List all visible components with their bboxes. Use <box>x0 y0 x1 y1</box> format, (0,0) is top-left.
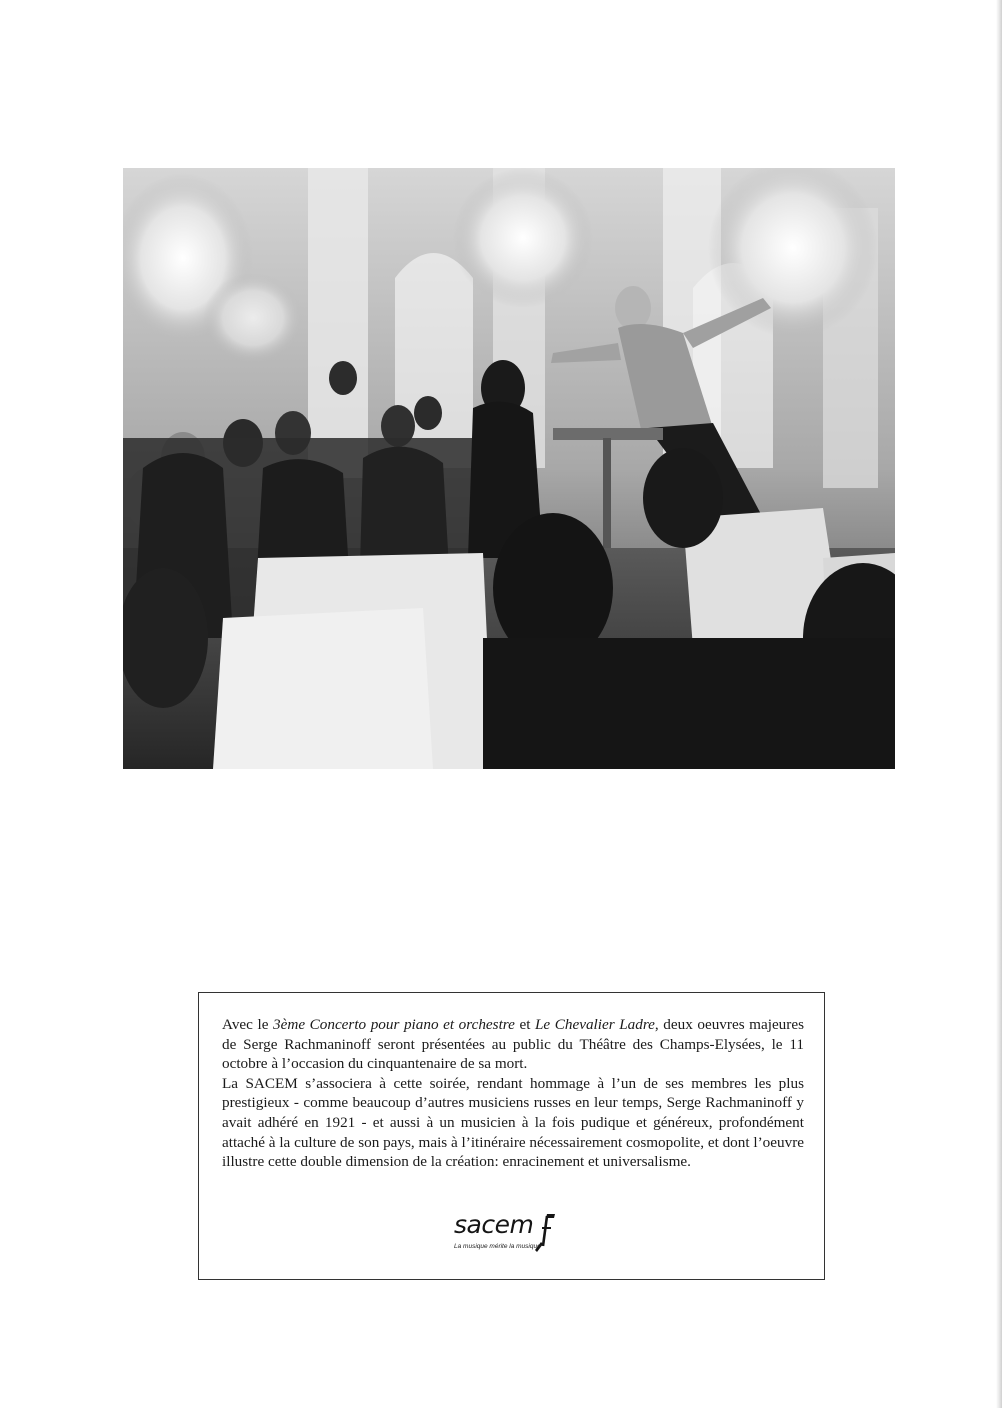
notice-part-1: Avec le <box>222 1016 274 1033</box>
work-title-chevalier: Le Chevalier Ladre <box>534 1016 655 1033</box>
notice-paragraph-1 <box>222 1015 804 1074</box>
notice-part-2: et <box>514 1016 535 1033</box>
concert-notice-box <box>198 992 825 1280</box>
notice-paragraph-2: La SACEM s’associera à cette soirée, rendant hommage à l’un de ses membres les plus prestigieux - comme beaucoup d’autres musiciens russes en leur temps, Serge Rachmaninoff y avait adhéré en 1921 - et aussi à un musicien à la fois pudique et généreux, profondément attaché à la culture de son pays, mais à l’itinéraire nécessairement cosmopolite, et dont l’oeuvre illustre cette double dimension de la création: enracinement et universalisme. <box>222 1074 804 1171</box>
notice-text <box>222 1015 804 1172</box>
work-title-concerto: 3ème Concerto pour piano et orchestre <box>273 1016 515 1033</box>
sacem-wordmark: sacem <box>454 1210 534 1239</box>
sacem-logo <box>454 1210 564 1260</box>
notice-part-3: , deux oeuvres majeures de Serge Rachmaninoff seront présentées au public du Théâtre des Champs-Elysées, le 11 octobre à l’occasion du cinquantenaire de sa mort. <box>222 1016 804 1073</box>
orchestra-rehearsal-photo <box>123 168 895 769</box>
scan-edge <box>996 0 1002 1408</box>
sacem-tagline: La musique mérite la musique <box>454 1243 541 1250</box>
